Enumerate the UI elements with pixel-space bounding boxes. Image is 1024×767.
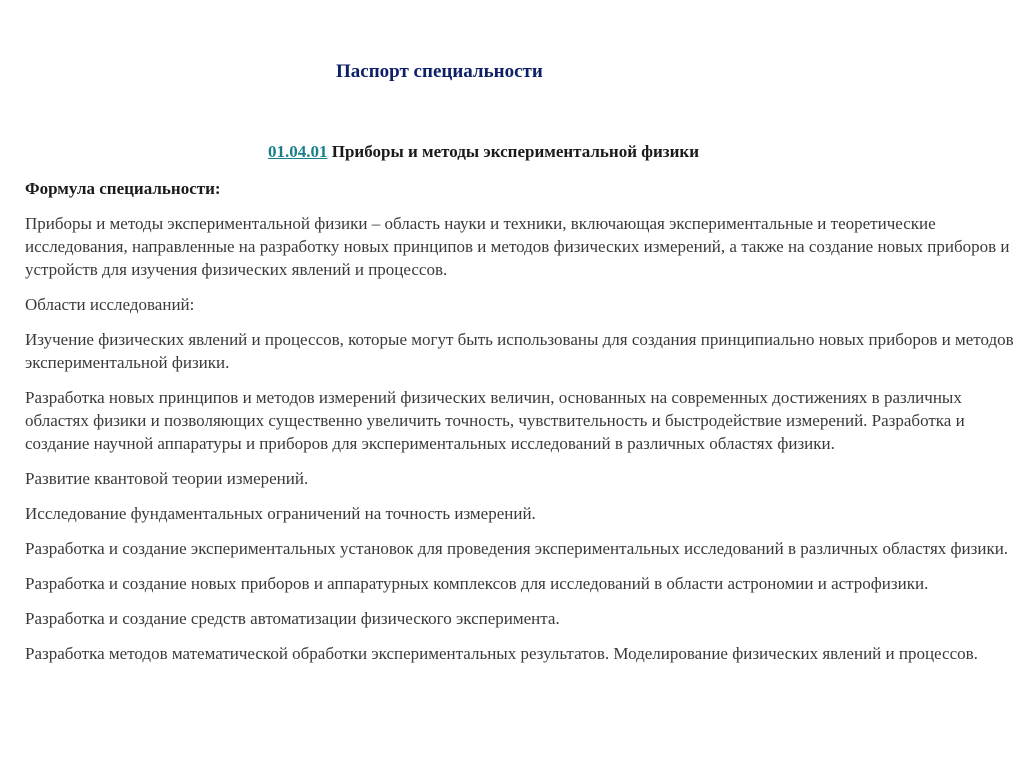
paragraph-research-area: Разработка новых принципов и методов измерений физических величин, основанных на современных достижениях в различных областях физики и позволяющих существенно увеличить точность, чувствительность и быстродействие измерений. Разработка и создание научной аппаратуры и приборов для экспериментальных исследований в различных областях физики. [25,388,965,453]
paragraph-research-area: Разработка методов математической обработки экспериментальных результатов. Моделирование физических явлений и процессов. [25,644,978,663]
paragraph-research-area: Разработка и создание экспериментальных установок для проведения экспериментальных исследований в различных областях физики. [25,539,1009,558]
paragraph-research-area: Исследование фундаментальных ограничений на точность измерений. [25,504,536,523]
paragraph-research-area: Разработка и создание средств автоматизации физического эксперимента. [25,609,560,628]
specialty-title: Приборы и методы экспериментальной физики [331,142,700,161]
document-body [25,179,1020,677]
specialty-line [268,142,699,162]
paragraph-research-area: Изучение физических явлений и процессов, которые могут быть использованы для создания принципиально новых приборов и методов экспериментальной физики. [25,330,1014,372]
paragraph-research-area: Разработка и создание новых приборов и аппаратурных комплексов для исследований в области астрономии и астрофизики. [25,574,929,593]
page-title: Паспорт специальности [336,61,543,82]
specialty-code-link[interactable]: 01.04.01 [268,142,328,161]
paragraph-research-area: Развитие квантовой теории измерений. [25,469,309,488]
paragraph-research-areas-label: Области исследований: [25,295,195,314]
formula-label: Формула специальности: [25,179,221,198]
paragraph-definition: Приборы и методы экспериментальной физики – область науки и техники, включающая экспериментальные и теоретические исследования, направленные на разработку новых принципов и методов физических измерений, а также на создание новых приборов и устройств для изучения физических явлений и процессов. [25,214,1010,279]
